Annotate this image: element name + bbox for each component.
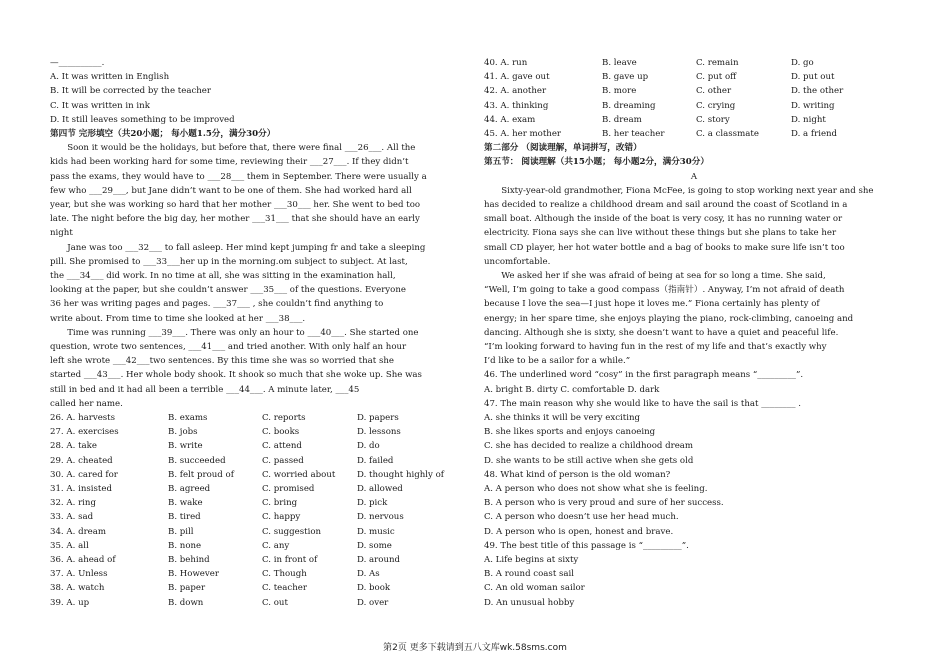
option-row <box>50 553 470 567</box>
passage-line: started ___43___. Her whole body shook. It shook so much that she woke up. She was <box>50 370 422 381</box>
passage-line: uncomfortable. <box>484 256 551 267</box>
question-stem: 46. The underlined word “cosy” in the first paragraph means “_________”. <box>484 370 804 381</box>
option-choice: 45. A. her mother <box>484 128 562 139</box>
option-choice: 29. A. cheated <box>50 455 113 466</box>
passage-line: small CD player, her hot water bottle and a bag of books to make sure life isn’t too <box>484 242 845 253</box>
option-choice: C. worried about <box>262 469 336 480</box>
option-choice: B. jobs <box>168 427 198 438</box>
passage-line: I’d like to be a sailor for a while.” <box>484 356 631 367</box>
question-choice: D. A person who is open, honest and brave. <box>484 526 674 537</box>
passage-line: “I’m looking forward to having fun in the rest of my life and that’s exactly why <box>484 341 827 352</box>
right-column <box>484 56 904 610</box>
option-choice: 37. A. Unless <box>50 569 108 580</box>
passage-line: pass the exams, they would have to ___28___ them in September. There were usually a <box>50 171 427 182</box>
question-choice: C. she has decided to realize a childhood dream <box>484 441 694 452</box>
option-choice: D. papers <box>357 413 399 424</box>
option-choice: C. other <box>696 86 732 97</box>
option-choice: 35. A. all <box>50 540 89 551</box>
option-row <box>50 496 470 510</box>
option-choice: D. some <box>357 540 392 551</box>
option-choice: C. books <box>262 427 300 438</box>
option-row <box>50 525 470 539</box>
passage-line: energy; in her spare time, she enjoys playing the piano, rock-climbing, canoeing and <box>484 313 854 324</box>
option-row <box>50 425 470 439</box>
passage-line: We asked her if she was afraid of being at sea for so long a time. She said, <box>501 270 826 281</box>
option-choice: B. However <box>168 569 219 580</box>
passage-line: left she wrote ___42___two sentences. By this time she was so worried that she <box>50 356 394 367</box>
option-choice: B. none <box>168 540 202 551</box>
option-choice: C. a classmate <box>696 128 759 139</box>
passage-line: 36 her was writing pages and pages. ___37___ , she couldn’t find anything to <box>50 299 384 310</box>
option-choice: B. leave <box>602 58 637 68</box>
option-choice: C. crying <box>696 100 736 111</box>
option-row <box>50 567 470 581</box>
option-choice: B. succeeded <box>168 455 226 466</box>
option-row <box>484 113 904 127</box>
option-choice: D. allowed <box>357 484 403 495</box>
passage-line: Soon it would be the holidays, but before that, there were final ___26___. All the <box>67 143 416 154</box>
option-choice: C. reports <box>262 413 306 424</box>
option-choice: D. music <box>357 526 395 537</box>
passage-line: kids had been working hard for some time, reviewing their ___27___. If they didn’t <box>50 157 409 168</box>
passage-line: Sixty-year-old grandmother, Fiona McFee, is going to stop working next year and she <box>501 185 874 196</box>
option-choice: B. down <box>168 597 204 608</box>
option-choice: 44. A. exam <box>484 114 536 125</box>
option-choice: D. around <box>357 554 401 565</box>
passage-line: “Well, I’m going to take a good compass（指南针）. Anyway, I’m not afraid of death <box>484 285 845 296</box>
reading-questions <box>484 368 904 609</box>
option-row <box>50 411 470 425</box>
question-stem: 49. The best title of this passage is “_________”. <box>484 540 689 551</box>
option-choice: 36. A. ahead of <box>50 554 116 565</box>
option-choice: D. do <box>357 441 380 452</box>
question-stem: 48. What kind of person is the old woman? <box>484 469 671 480</box>
option-choice: D. the other <box>791 86 844 97</box>
option-choice: B. dreaming <box>602 100 656 111</box>
option-choice: B. tired <box>168 512 201 523</box>
option-choice: B. paper <box>168 583 206 594</box>
option-choice: D. pick <box>357 498 388 509</box>
question-choice: A. Life begins at sixty <box>484 555 579 566</box>
section4-title: 第四节 完形填空（共20小题； 每小题1.5分，满分30分） <box>50 129 276 140</box>
cloze-options-continued <box>484 56 904 141</box>
option-choice: C. Though <box>262 569 307 580</box>
passage-line: Time was running ___39___. There was only an hour to ___40___. She started one <box>67 327 419 338</box>
option-choice: D. nervous <box>357 512 404 523</box>
option-choice: C. story <box>696 114 730 125</box>
option-choice: D. over <box>357 597 389 608</box>
option-choice: B. wake <box>168 498 203 509</box>
option-choice: 28. A. take <box>50 441 97 452</box>
option-choice: 33. A. sad <box>50 512 94 523</box>
option-choice: B. write <box>168 441 203 452</box>
option-d: D. It still leaves something to be improved <box>50 114 235 125</box>
option-choice: D. put out <box>791 72 835 83</box>
question-choice: B. A round coast sail <box>484 569 575 580</box>
option-choice: 31. A. insisted <box>50 484 112 495</box>
option-choice: B. dream <box>602 114 642 125</box>
question-choice: B. she likes sports and enjoys canoeing <box>484 427 656 438</box>
option-choice: C. in front of <box>262 554 318 565</box>
passage-line: few who ___29___, but Jane didn’t want to be one of them. She had worked hard all <box>50 185 412 196</box>
question-choice: A. bright B. dirty C. comfortable D. dark <box>484 384 660 395</box>
passage-line: year, but she was working so hard that her mother ___30___ her. She went to bed too <box>50 200 421 211</box>
passage-line: small boat. Although the inside of the boat is very cosy, it has no running water or <box>484 214 843 225</box>
option-row <box>50 454 470 468</box>
passage-line: night <box>50 228 73 239</box>
option-choice: B. agreed <box>168 484 211 495</box>
option-row <box>484 84 904 98</box>
passage-line: Jane was too ___32___ to fall asleep. Her mind kept jumping fr and take a sleeping <box>67 242 426 253</box>
option-choice: B. felt proud of <box>168 469 234 480</box>
passage-label: A <box>690 171 698 182</box>
option-row <box>50 596 470 610</box>
option-choice: B. her teacher <box>602 128 665 139</box>
option-row <box>50 482 470 496</box>
option-b: B. It will be corrected by the teacher <box>50 86 211 97</box>
option-choice: 42. A. another <box>484 86 547 97</box>
option-choice: C. teacher <box>262 583 307 594</box>
option-row <box>50 539 470 553</box>
question-choice: A. she thinks it will be very exciting <box>484 412 641 423</box>
option-choice: D. lessons <box>357 427 401 438</box>
reading-passage <box>484 184 904 369</box>
q25-options <box>50 70 470 127</box>
option-choice: C. promised <box>262 484 315 495</box>
question-choice: A. A person who does not show what she is feeling. <box>484 484 708 494</box>
question-choice: C. An old woman sailor <box>484 583 585 594</box>
passage-line: looking at the paper, but she couldn’t answer ___35___ of the questions. Everyone <box>50 285 406 296</box>
option-choice: C. put off <box>696 72 737 83</box>
option-choice: 41. A. gave out <box>484 72 550 83</box>
option-choice: 38. A. watch <box>50 583 105 594</box>
option-choice: 43. A. thinking <box>484 100 549 111</box>
option-row <box>50 510 470 524</box>
option-row <box>484 127 904 141</box>
option-choice: C. attend <box>262 441 302 452</box>
option-choice: C. happy <box>262 512 301 523</box>
option-choice: C. passed <box>262 455 304 466</box>
option-row <box>484 99 904 113</box>
option-row <box>50 468 470 482</box>
passage-line: write about. From time to time she looked at her ___38___. <box>50 313 306 324</box>
passage-line: because I love the sea—I just hope it loves me.” Fiona certainly has plenty of <box>484 299 820 310</box>
page-footer: 第2页 更多下载请到五八文库wk.58sms.com <box>383 643 567 653</box>
option-a: A. It was written in English <box>50 72 170 83</box>
passage-line: the ___34___ did work. In no time at all, she was sitting in the examination hall, <box>50 271 396 282</box>
option-choice: C. remain <box>696 58 739 68</box>
option-choice: C. suggestion <box>262 526 322 537</box>
passage-line: question, wrote two sentences, ___41___ and tried another. With only half an hour <box>50 342 407 353</box>
option-choice: C. any <box>262 540 290 551</box>
cloze-options <box>50 411 470 610</box>
passage-line: late. The night before the big day, her mother ___31___ that she should have an early <box>50 214 420 225</box>
option-choice: 27. A. exercises <box>50 427 119 438</box>
option-choice: D. thought highly of <box>357 469 444 480</box>
cloze-passage <box>50 141 470 411</box>
passage-line: dancing. Although she is sixty, she doesn’t want to have a quiet and peaceful life. <box>484 327 839 338</box>
option-choice: D. night <box>791 114 826 125</box>
question-choice: D. An unusual hobby <box>484 597 575 608</box>
passage-line: pill. She promised to ___33___her up in the morning.om subject to subject. At last, <box>50 256 408 267</box>
question-choice: D. she wants to be still active when she gets old <box>484 455 694 466</box>
section5-title: 第五节： 阅读理解（共15小题； 每小题2分，满分30分） <box>484 157 709 168</box>
option-choice: B. more <box>602 86 637 97</box>
option-choice: 39. A. up <box>50 597 90 608</box>
passage-line: still in bed and it had all been a terrible ___44___. A minute later, ___45 <box>50 384 360 395</box>
part2-title: 第二部分 （阅读理解，单词拼写，改错） <box>484 143 642 154</box>
option-choice: C. bring <box>262 498 298 509</box>
option-choice: D. go <box>791 58 814 68</box>
option-row <box>484 70 904 84</box>
option-c: C. It was written in ink <box>50 100 150 111</box>
option-row <box>50 439 470 453</box>
option-choice: 40. A. run <box>484 58 528 68</box>
answer-blank: —__________. <box>50 58 105 68</box>
option-choice: 30. A. cared for <box>50 469 118 480</box>
option-choice: D. writing <box>791 100 835 111</box>
option-choice: D. As <box>357 569 380 580</box>
option-choice: B. gave up <box>602 72 649 83</box>
passage-line: electricity. Fiona says she can live without these things but she plans to take her <box>484 228 837 239</box>
question-choice: C. A person who doesn’t use her head much. <box>484 512 679 523</box>
question-stem: 47. The main reason why she would like to have the sail is that ________ . <box>484 398 802 409</box>
option-choice: D. failed <box>357 455 394 466</box>
option-choice: D. book <box>357 583 391 594</box>
option-choice: B. pill <box>168 526 194 537</box>
left-column <box>50 56 470 610</box>
option-choice: B. exams <box>168 413 208 424</box>
passage-line: called her name. <box>50 398 123 409</box>
option-choice: D. a friend <box>791 128 838 139</box>
option-row <box>50 581 470 595</box>
option-choice: B. behind <box>168 554 210 565</box>
option-choice: 32. A. ring <box>50 498 96 509</box>
passage-line: has decided to realize a childhood dream and sail around the coast of Scotland in a <box>484 199 848 210</box>
question-choice: B. A person who is very proud and sure of her success. <box>484 498 724 509</box>
option-choice: 26. A. harvests <box>50 413 116 424</box>
option-choice: C. out <box>262 597 288 608</box>
option-row <box>484 56 904 70</box>
option-choice: 34. A. dream <box>50 526 107 537</box>
